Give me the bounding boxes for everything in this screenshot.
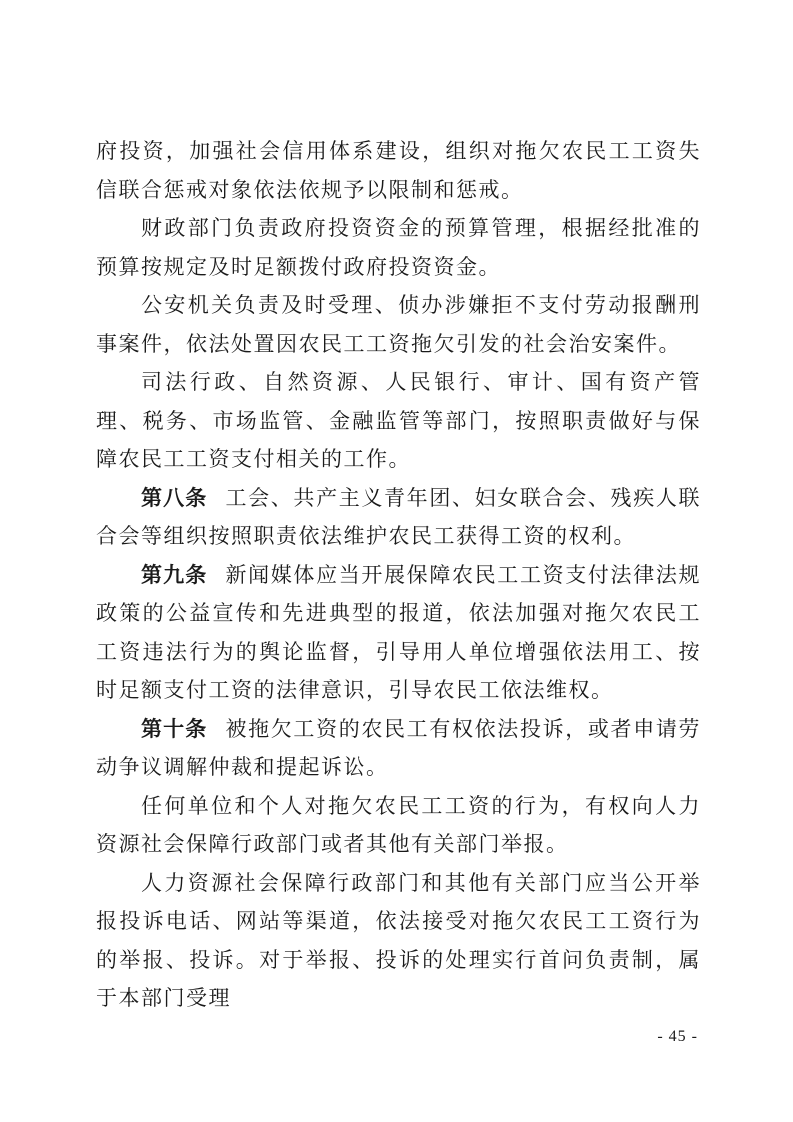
article-number: 第九条 (141, 561, 208, 587)
paragraph-text: 司法行政、自然资源、人民银行、审计、国有资产管理、税务、市场监管、金融监管等部门，按照职责做好与保障农民工工资支付相关的工作。 (96, 370, 701, 471)
article-paragraph (96, 556, 701, 710)
paragraph (96, 209, 701, 286)
page-number: - 45 - (657, 1028, 698, 1045)
paragraph (96, 132, 701, 209)
paragraph-text: 人力资源社会保障行政部门和其他有关部门应当公开举报投诉电话、网站等渠道，依法接受对拖欠农民工工资行为的举报、投诉。对于举报、投诉的处理实行首问负责制，属于本部门受理 (96, 870, 701, 1010)
body-text (96, 132, 701, 1018)
paragraph-text: 任何单位和个人对拖欠农民工工资的行为，有权向人力资源社会保障行政部门或者其他有关部门举报。 (96, 793, 701, 856)
article-paragraph (96, 710, 701, 787)
paragraph-text: 财政部门负责政府投资资金的预算管理，根据经批准的预算按规定及时足额拨付政府投资资金。 (96, 216, 701, 279)
paragraph-text: 府投资，加强社会信用体系建设，组织对拖欠农民工工资失信联合惩戒对象依法依规予以限制和惩戒。 (96, 139, 701, 202)
article-paragraph (96, 479, 701, 556)
paragraph-text: 工会、共产主义青年团、妇女联合会、残疾人联合会等组织按照职责依法维护农民工获得工资的权利。 (96, 485, 702, 548)
paragraph-text: 新闻媒体应当开展保障农民工工资支付法律法规政策的公益宣传和先进典型的报道，依法加强对拖欠农民工工资违法行为的舆论监督，引导用人单位增强依法用工、按时足额支付工资的法律意识，引导农民工依法维权。 (96, 562, 702, 702)
paragraph (96, 286, 701, 363)
article-number: 第十条 (141, 715, 208, 741)
paragraph (96, 363, 701, 479)
paragraph-text: 公安机关负责及时受理、侦办涉嫌拒不支付劳动报酬刑事案件，依法处置因农民工工资拖欠引发的社会治安案件。 (96, 293, 701, 356)
paragraph-text: 被拖欠工资的农民工有权依法投诉，或者申请劳动争议调解仲裁和提起诉讼。 (96, 716, 702, 779)
paragraph (96, 787, 701, 864)
paragraph (96, 864, 701, 1018)
article-number: 第八条 (141, 484, 208, 510)
